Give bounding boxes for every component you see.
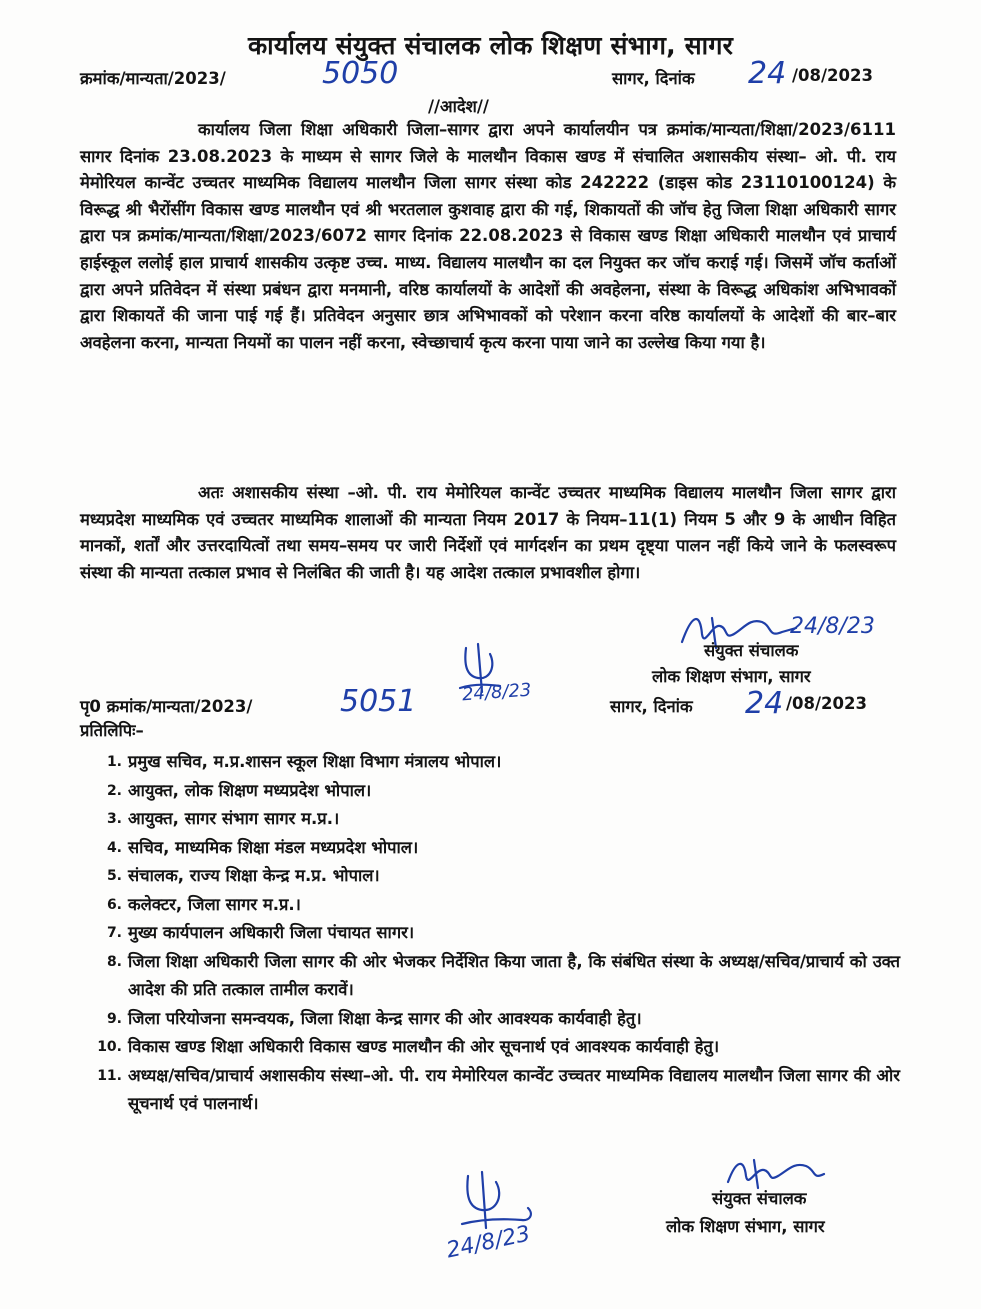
copy-item-number: 9. xyxy=(106,1010,122,1027)
copy-item-4 xyxy=(88,834,900,863)
date-month-year: /08/2023 xyxy=(792,66,873,85)
copy-item-number: 4. xyxy=(106,839,122,856)
copy-item-3 xyxy=(88,805,900,834)
initial-mark-1-date: 24/8/23 xyxy=(461,679,533,706)
copy-item-7 xyxy=(88,919,900,948)
signature-2-designation: संयुक्त संचालक xyxy=(712,1189,807,1208)
order-ref-number-handwritten: 5050 xyxy=(322,56,399,91)
copy-item-number: 7. xyxy=(106,925,122,941)
signature-1-designation: संयुक्त संचालक xyxy=(704,641,799,660)
copy-item-6 xyxy=(88,891,900,920)
order-heading: //आदेश// xyxy=(428,97,489,116)
copy-list xyxy=(88,748,900,1119)
signature-1-date-handwritten: 24/8/23 xyxy=(790,614,875,639)
copy-item-text: आयुक्त, लोक शिक्षण मध्यप्रदेश भोपाल। xyxy=(128,780,372,800)
copy-to-label: प्रतिलिपिः– xyxy=(80,721,144,740)
copy-item-text: प्रमुख सचिव, म.प्र.शासन स्कूल शिक्षा विभाग मंत्रालय भोपाल। xyxy=(128,752,502,771)
endorsement-ref-number-handwritten: 5051 xyxy=(340,684,417,719)
copy-item-10 xyxy=(88,1033,900,1062)
copy-item-number: 2. xyxy=(106,782,122,799)
copy-item-number: 6. xyxy=(106,896,122,913)
copy-item-text: मुख्य कार्यपालन अधिकारी जिला पंचायत सागर। xyxy=(128,923,415,942)
copy-item-text: सचिव, माध्यमिक शिक्षा मंडल मध्यप्रदेश भोपाल। xyxy=(128,837,419,857)
copy-item-text: विकास खण्ड शिक्षा अधिकारी विकास खण्ड मालथौन की ओर सूचनार्थ एवं आवश्यक कार्यवाही हेतु। xyxy=(128,1037,720,1056)
copy-item-text: अध्यक्ष/सचिव/प्राचार्य अशासकीय संस्था–ओ. पी. राय मेमोरियल कान्वेंट उच्चतर माध्यमिक विद्यालय मालथौन जिला सागर की ओर सूचनार्थ एवं पालनार्थ। xyxy=(128,1065,900,1113)
office-title: कार्यालय संयुक्त संचालक लोक शिक्षण संभाग, सागर xyxy=(247,31,734,60)
endorsement-date-month-year: /08/2023 xyxy=(786,694,867,713)
copy-item-text: जिला परियोजना समन्वयक, जिला शिक्षा केन्द्र सागर की ओर आवश्यक कार्यवाही हेतु। xyxy=(128,1008,642,1028)
copy-item-number: 1. xyxy=(106,754,122,770)
copy-item-5 xyxy=(88,862,900,891)
copy-item-text: संचालक, राज्य शिक्षा केन्द्र म.प्र. भोपाल। xyxy=(128,866,380,885)
initial-mark-2-date: 24/8/23 xyxy=(444,1221,533,1264)
endorsement-place-date-label: सागर, दिनांक xyxy=(610,697,693,716)
copy-item-2 xyxy=(88,777,900,806)
copy-item-number: 3. xyxy=(106,811,122,827)
signature-1-office: लोक शिक्षण संभाग, सागर xyxy=(652,667,811,686)
order-ref-prefix: क्रमांक/मान्यता/2023/ xyxy=(80,69,226,88)
copy-item-number: 5. xyxy=(106,868,122,884)
endorsement-date-day-handwritten: 24 xyxy=(745,686,784,721)
copy-item-number: 8. xyxy=(106,953,122,970)
copy-item-text: जिला शिक्षा अधिकारी जिला सागर की ओर भेजकर निर्देशित किया जाता है, कि संबंधित संस्था के अध्यक्ष/सचिव/प्राचार्य को उक्त आदेश की प्रति तत्काल तामील करावें। xyxy=(128,951,900,999)
copy-item-11 xyxy=(88,1062,900,1119)
copy-item-1 xyxy=(88,748,900,777)
body-paragraph-2: अतः अशासकीय संस्था –ओ. पी. राय मेमोरियल कान्वेंट उच्चतर माध्यमिक विद्यालय मालथौन जिला सागर द्वारा मध्यप्रदेश माध्यमिक एवं उच्चतर माध्यमिक शालाओं की मान्यता नियम 2017 के नियम–11(1) नियम 5 और 9 के आधीन विहित मानकों, शर्तों और उत्तरदायित्वों तथा समय–समय पर जारी निर्देशों एवं मार्गदर्शन का प्रथम दृष्ट्या पालन नहीं किये जाने के फलस्वरूप संस्था की मान्यता तत्काल प्रभाव से निलंबित की जाती है। यह आदेश तत्काल प्रभावशील होगा। xyxy=(80,483,896,582)
place-date-label: सागर, दिनांक xyxy=(612,69,695,88)
endorsement-ref-prefix: पृ0 क्रमांक/मान्यता/2023/ xyxy=(80,697,253,716)
body-paragraph-1: कार्यालय जिला शिक्षा अधिकारी जिला–सागर द्वारा अपने कार्यालयीन पत्र क्रमांक/मान्यता/शिक्षा/2023/6111 सागर दिनांक 23.08.2023 के माध्यम से सागर जिले के मालथौन विकास खण्ड में संचालित अशासकीय संस्था– ओ. पी. राय मेमोरियल कान्वेंट उच्चतर माध्यमिक विद्यालय मालथौन जिला सागर संस्था कोड 242222 (डाइस कोड 23110100124) के विरूद्ध श्री भैरोंसींग विकास खण्ड मालथौन एवं श्री भरतलाल कुशवाह द्वारा की गई, शिकायतों की जॉच हेतु जिला शिक्षा अधिकारी सागर द्वारा पत्र क्रमांक/मान्यता/शिक्षा/2023/6072 सागर दिनांक 22.08.2023 से विकास खण्ड शिक्षा अधिकारी मालथौन एवं प्राचार्य हाईस्कूल ललोई हाल प्राचार्य शासकीय उत्कृष्ट उच्च. माध्य. विद्यालय मालथौन का दल नियुक्त कर जॉच कराई गई। जिसमें जॉच कर्ताओं द्वारा अपने प्रतिवेदन में संस्था प्रबंधन द्वारा मनमानी, वरिष्ठ कार्यालयों के आदेशों की अवहेलना, संस्था के विरूद्ध अधिकांश अभिभावकों द्वारा शिकायतें की जाना पाई गई हैं। प्रतिवेदन अनुसार छात्र अभिभावकों को परेशान करना वरिष्ठ कार्यालयों के आदेशों की बार–बार अवहेलना करना, मान्यता नियमों का पालन नहीं करना, स्वेच्छाचार्य कृत्य करना पाया जाने का उल्लेख किया गया है। xyxy=(80,120,896,352)
copy-item-9 xyxy=(88,1005,900,1034)
date-day-handwritten: 24 xyxy=(748,56,787,91)
copy-item-number: 10. xyxy=(97,1039,122,1055)
copy-item-number: 11. xyxy=(97,1067,122,1084)
signature-2-office: लोक शिक्षण संभाग, सागर xyxy=(666,1217,825,1236)
copy-item-text: आयुक्त, सागर संभाग सागर म.प्र.। xyxy=(128,809,340,828)
copy-item-text: कलेक्टर, जिला सागर म.प्र.। xyxy=(128,894,301,914)
copy-item-8 xyxy=(88,948,900,1005)
